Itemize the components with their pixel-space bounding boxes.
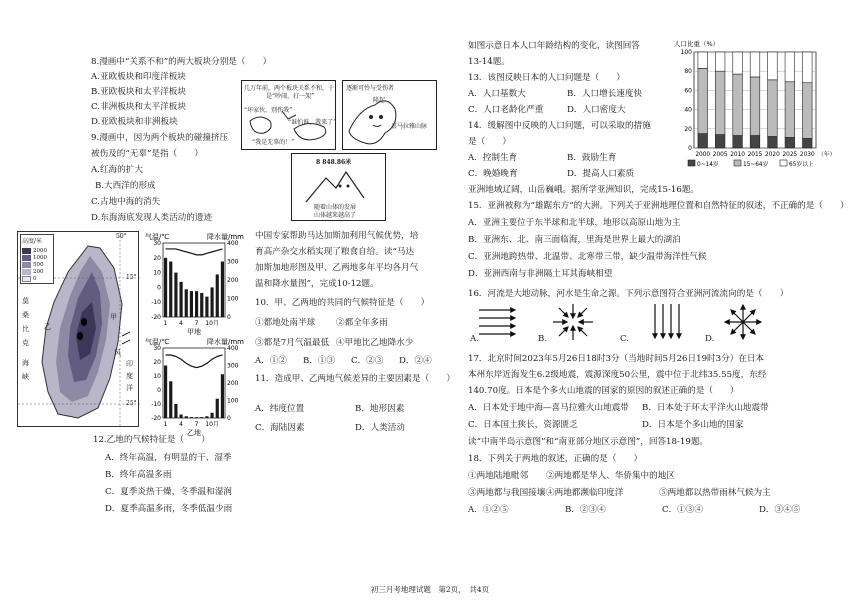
q14-option-b: B．鼓励生育 (567, 153, 617, 163)
q17-stem-line1: 17．北京时间2023年5月26日18时3分（当地时间5月26日19时3分）在日本 (468, 354, 765, 364)
precip-bar (164, 366, 167, 419)
pop-bar-segment (750, 136, 760, 148)
q10-choice-4: ④甲地比乙地降水少 (336, 338, 414, 348)
temp-tick-label: 20 (153, 359, 161, 366)
indian-ocean-label (126, 358, 133, 394)
precip-bar (164, 258, 167, 317)
diagram-a (479, 310, 515, 334)
elevation-legend (20, 234, 54, 284)
temp-tick-label: -20 (151, 314, 161, 321)
pop-bar-segment (785, 52, 795, 82)
q18-intro: 读“中南半岛示意图”和“南亚部分地区示意图”，回答18-19题。 (468, 437, 709, 447)
q10-option-a: A．①② (255, 356, 287, 366)
q9-option-d: D.东海海底发现人类活动的遗迹 (91, 213, 213, 223)
asia-intro: 亚洲地域辽阔，山岳巍峨。据所学亚洲知识，完成15-16题。 (468, 185, 700, 195)
precip-bar (185, 289, 188, 317)
pop-bar-segment (802, 138, 812, 148)
q17-option-b: B．日本处于环太平洋火山地震带 (642, 403, 769, 413)
pop-legend-swatch (734, 160, 741, 166)
mozambique-label (22, 294, 29, 350)
climate-intro-line2: 育高产杂交水稻实现了粮食自给。读“马达 (255, 247, 415, 257)
precip-bar (185, 416, 188, 418)
temp-tick-label: -20 (151, 415, 161, 422)
pop-bar-segment (698, 52, 708, 68)
q17-stem-line3: 140.70度。日本是个多火山地震的国家的原因的叙述正确的是（ ） (468, 386, 739, 396)
q18-option-b: B．②③④ (565, 505, 606, 515)
precip-bar (211, 413, 214, 418)
q13-option-a: A．人口基数大 (468, 89, 526, 99)
cartoon-3-line1: 随着山体的发展 (314, 204, 357, 211)
q13-option-c: C．人口老龄化严重 (468, 105, 544, 115)
cartoon-1-label1: “坏家伙，别伤我” (244, 107, 293, 114)
pop-y-tick-label: 0 (688, 145, 692, 152)
q18-option-d: D．③④⑤ (759, 505, 801, 515)
pop-year-label: 2000 (695, 152, 711, 158)
ocean-char-3: 洋 (126, 384, 133, 392)
month-tick-label: 7 (194, 320, 199, 327)
madagascar-map (17, 231, 139, 427)
longitude-label: 50° (116, 233, 127, 240)
pop-year-label: 2030 (799, 152, 815, 158)
pop-bar-segment (768, 80, 778, 137)
pop-intro-line1: 如图示意日本人口年龄结构的变化，读图回答 (468, 41, 640, 51)
q11-option-c: C．海陆因素 (255, 423, 305, 433)
legend-2000: 2000 (33, 247, 47, 254)
precip-tick-label: 200 (227, 380, 239, 387)
temp-axis-title: 气温/℃ (145, 233, 170, 241)
precip-bar (205, 297, 208, 317)
q17-option-d: D．日本是个多山地的国家 (642, 420, 744, 430)
q10-choice-3: ③都是7月气温最低 (255, 338, 330, 348)
cartoon-2-line3: 喜马拉雅山脉 (391, 123, 428, 130)
pop-x-axis-title: （年） (818, 152, 836, 158)
q12-option-a: A．终年高温，有明显的干、湿季 (105, 453, 232, 463)
pop-bar-segment (733, 74, 743, 135)
precip-bar (190, 291, 193, 317)
strait-label (22, 356, 29, 384)
legend-title: 高度/米 (22, 238, 43, 245)
q11-option-d: D．人类活动 (355, 423, 405, 433)
precip-bar (205, 416, 208, 418)
pop-year-label: 2015 (747, 152, 763, 158)
q15-option-b: B．亚洲东、北、南三面临海，里海是世界上最大的湖泊 (468, 235, 681, 245)
pop-bar-segment (733, 52, 743, 74)
temp-tick-label: 0 (157, 284, 161, 292)
pop-bar-segment (733, 136, 743, 148)
month-tick-label: 1 (163, 320, 168, 327)
temp-axis-title: 气温/℃ (145, 338, 170, 346)
pop-year-label: 2010 (730, 152, 745, 158)
chart-title: 甲地 (187, 328, 201, 336)
q14-option-d: D．提高人口素质 (567, 169, 635, 179)
month-tick-label: 1 (163, 421, 168, 428)
precip-tick-label: 100 (227, 397, 239, 405)
q8-stem: 8.漫画中“关系不和”的两大板块分别是（ ） (91, 57, 272, 67)
diagram-d (725, 305, 761, 339)
temp-tick-label: 30 (153, 345, 161, 352)
land-char-1: 莫 (22, 297, 29, 305)
q8-option-a: A.亚欧板块和印度洋板块 (91, 72, 186, 82)
month-tick-label: 10月 (205, 320, 219, 327)
q9-option-a: A.红海的扩大 (91, 165, 143, 175)
precip-bar (169, 381, 172, 418)
pop-bar-segment (802, 52, 812, 83)
precip-tick-label: 0 (227, 415, 231, 422)
q11-option-a: A．纬度位置 (255, 404, 305, 414)
q10-choice-2: ②都全年多雨 (336, 318, 388, 328)
q17-option-c: C．日本国土狭长，资源匮乏 (468, 420, 578, 430)
land-char-3: 比 (22, 325, 29, 333)
diagram-b (553, 304, 593, 340)
q18-choice-2: ②两地都是华人、华侨集中的地区 (546, 471, 675, 481)
q9-stem-line1: 9.漫画中，因为两个板块的碰撞挤压 (91, 133, 229, 143)
legend-1000: 1000 (33, 254, 47, 261)
q16-label-c: C. (620, 334, 630, 344)
precip-bar (221, 374, 224, 418)
q11-option-b: B．地形因素 (355, 404, 405, 414)
q18-option-a: A．①②⑤ (468, 505, 509, 515)
q9-stem-line2: 被伤及的“无辜”是指（ ） (91, 149, 203, 159)
q15-stem: 15．亚洲被称为“雄踞东方”的大洲。下列关于亚洲地理位置和自然特征的叙述，不正确的是（ ） (468, 201, 849, 211)
legend-500: 500 (33, 261, 44, 268)
precip-bar (190, 417, 193, 418)
temp-tick-label: -10 (151, 299, 161, 307)
cartoon-2-line1: 逐渐可怜与受伤者 (346, 85, 395, 92)
precip-bar (200, 417, 203, 418)
q12-stem: 12.乙地的气候特征是（ ） (93, 435, 210, 445)
precip-bar (180, 282, 183, 317)
ocean-char-2: 度 (126, 372, 133, 380)
city-yi-label: 乙 (44, 323, 51, 331)
month-tick-label: 4 (179, 320, 183, 327)
cartoon-1-line1: 几万年前，两个板块关系不和，于 (244, 85, 335, 92)
q9-option-c: C.古地中海的消失 (91, 197, 161, 207)
pop-y-tick-label: 60 (684, 87, 692, 95)
cartoon-1-line2: 是“吵闹，打一架” (266, 93, 315, 100)
river-flow-diagrams (475, 302, 805, 348)
pop-y-tick-label: 40 (684, 106, 692, 114)
q14-option-a: A．控制生育 (468, 153, 518, 163)
pop-bar-segment (715, 71, 725, 134)
precip-tick-label: 200 (227, 277, 239, 284)
pop-legend-label: 0~14岁 (697, 162, 719, 168)
everest-height-label: 8 848.86米 (316, 159, 352, 166)
pop-bar-segment (698, 134, 708, 148)
precip-tick-label: 300 (227, 258, 239, 266)
precip-bar (174, 404, 177, 418)
climate-intro-line3: 加斯加地形图及甲、乙两地多年平均各月气 (255, 263, 419, 273)
q16-label-a: A. (470, 334, 479, 344)
precip-bar (221, 262, 224, 318)
precip-bar (169, 262, 172, 318)
precip-axis-title: 降水量/mm (207, 338, 244, 346)
diagram-c (655, 304, 679, 338)
land-char-2: 桑 (22, 311, 29, 319)
q13-option-d: D．人口密度大 (567, 105, 626, 115)
q18-choice-3: ③两地都与我国接壤 (468, 488, 546, 498)
pop-bar-segment (785, 137, 795, 148)
q18-option-c: C．①③④ (662, 505, 703, 515)
precip-bar (180, 415, 183, 419)
q14-stem-line2: 是（ ） (468, 137, 511, 147)
precip-tick-label: 100 (227, 295, 239, 303)
pop-legend-swatch (688, 160, 695, 166)
q15-option-c: C．亚洲地跨热带、北温带、北寒带三带，缺少温带海洋性气候 (468, 252, 707, 262)
climate-chart-yi (143, 336, 245, 438)
q10-stem: 10．甲、乙两地的共同的气候特征是（ ） (255, 298, 430, 308)
climate-chart-jia (143, 229, 245, 341)
cartoon-1-label3: “我是无辜的！” (252, 139, 295, 146)
temp-tick-label: 20 (153, 254, 161, 262)
pop-y-tick-label: 100 (680, 49, 692, 56)
wind-label: 风 (114, 349, 121, 357)
pop-bar-segment (785, 82, 795, 138)
precip-bar (216, 399, 219, 418)
pop-bar-segment (750, 52, 760, 77)
q12-option-d: D．夏季高温多雨，冬季低温少雨 (105, 504, 233, 514)
pop-y-tick-label: 80 (684, 68, 692, 76)
temp-tick-label: 30 (153, 240, 161, 247)
q13-option-b: B．人口增长速度快 (567, 89, 643, 99)
latitude-15-label: 15° (126, 274, 137, 281)
legend-200: 200 (33, 268, 44, 275)
precip-bar (195, 291, 198, 317)
climate-intro-line4: 温和降水量图”，完成10-12题。 (255, 279, 379, 289)
pop-bar-segment (750, 77, 760, 136)
temperature-line (166, 249, 223, 255)
precip-bar (195, 417, 198, 418)
pop-legend-label: 65岁以上 (789, 162, 814, 168)
month-tick-label: 4 (179, 421, 183, 428)
q16-stem: 16．河流是大地动脉，河水是生命之源。下列示意图符合亚洲河流流向的是（ ） (468, 289, 789, 299)
q18-choice-5: ⑤两地都以热带雨林气候为主 (659, 488, 771, 498)
q8-option-c: C.非洲板块和太平洋板块 (91, 102, 186, 112)
pop-bar-segment (715, 135, 725, 148)
month-tick-label: 10月 (205, 421, 219, 428)
pop-legend-swatch (780, 160, 787, 166)
pop-year-label: 2025 (782, 152, 798, 158)
page-footer: 初三月考地理试题 第2页， 共4页 (370, 585, 490, 594)
legend-0: 0 (33, 275, 37, 282)
strait-char-2: 峡 (22, 373, 29, 381)
temperature-line (166, 355, 223, 368)
q10-option-d: D．②④ (399, 356, 432, 366)
population-chart (674, 38, 852, 180)
q8-option-d: D.亚欧板块和非洲板块 (91, 117, 178, 127)
q12-option-b: B．终年高温多雨 (105, 470, 172, 480)
latitude-25-label: 25° (126, 400, 137, 407)
pop-bar-segment (768, 52, 778, 80)
cartoon-panel-3 (291, 153, 386, 221)
precip-axis-title: 降水量/mm (207, 233, 244, 241)
cartoon-2-line2: 隆起 (373, 97, 386, 104)
cartoon-1-label2: “谁怕谁，我来了” (288, 119, 337, 126)
precip-bar (211, 287, 214, 317)
q10-choice-1: ①都地处南半球 (255, 318, 316, 328)
q11-stem: 11．造成甲、乙两地气候差异的主要因素是（ ） (255, 374, 455, 384)
q12-option-c: C．夏季炎热干燥，冬季温和湿润 (105, 487, 232, 497)
pop-year-label: 2005 (712, 152, 728, 158)
q17-option-a: A．日本处于地中海—喜马拉雅火山地震带 (468, 403, 629, 413)
q15-option-a: A．亚洲主要位于东半球和北半球，地形以高原山地为主 (468, 218, 681, 228)
land-char-4: 克 (22, 339, 29, 347)
cartoon-panel-2 (342, 80, 437, 150)
pop-year-label: 2020 (765, 152, 780, 158)
precip-bar (174, 273, 177, 317)
q16-label-d: D. (705, 334, 715, 344)
month-tick-label: 7 (194, 421, 199, 428)
temp-tick-label: 10 (153, 269, 161, 277)
strait-char-1: 海 (22, 359, 29, 367)
city-jia-label: 甲 (110, 313, 117, 321)
pop-bar-segment (768, 136, 778, 148)
temp-tick-label: 10 (153, 373, 161, 380)
precip-bar (216, 274, 219, 317)
pop-bar-segment (715, 52, 725, 71)
ocean-char-1: 印 (126, 360, 133, 368)
pop-bar-segment (802, 83, 812, 139)
climate-intro-line1: 中国专家帮助马达加斯加利用气候优势，培 (255, 231, 419, 241)
q15-option-d: D．亚洲西南与非洲隔土耳其海峡相望 (468, 269, 613, 279)
plates-drawing (242, 81, 337, 151)
q14-stem-line1: 14．缓解图中反映的人口问题，可以采取的措施 (468, 121, 651, 131)
cartoon-panel-1 (241, 80, 336, 150)
q8-option-b: B.亚欧板块和太平洋板块 (91, 87, 186, 97)
precip-tick-label: 400 (227, 345, 239, 352)
temp-tick-label: 0 (157, 387, 161, 394)
precip-bar (200, 293, 203, 317)
q10-option-b: B．①③ (303, 356, 336, 366)
pop-intro-line2: 13-14题。 (468, 57, 510, 67)
q18-choice-1: ①两地陆地毗邻 (468, 471, 529, 481)
pop-bar-segment (698, 68, 708, 133)
precip-tick-label: 400 (227, 240, 239, 247)
q10-option-c: C．②③ (351, 356, 384, 366)
precip-tick-label: 300 (227, 362, 239, 370)
chart-title: 乙地 (187, 429, 201, 437)
q17-stem-line2: 本州东岸近海发生6.2级地震，震源深度50公里，震中位于北纬35.55度，东经 (468, 370, 767, 380)
q9-option-b: B.大西洋的形成 (95, 181, 156, 191)
q18-choice-4: ④两地都濒临印度洋 (546, 488, 624, 498)
cartoon-3-line2: 山体越来越高了 (314, 212, 357, 219)
q13-stem: 13．该图反映日本的人口问题是（ ） (468, 73, 626, 83)
temp-tick-label: -10 (151, 401, 161, 408)
pop-y-axis-title: 人口比重（%） (674, 40, 720, 48)
pop-y-tick-label: 20 (684, 125, 692, 133)
q16-label-b: B. (538, 334, 548, 344)
q14-option-c: C．晚婚晚育 (468, 169, 518, 179)
precip-tick-label: 0 (227, 314, 231, 321)
uplift-drawing (343, 81, 438, 151)
q18-stem: 18．下列关于两地的叙述，正确的是（ ） (468, 454, 643, 464)
pop-legend-label: 15~64岁 (743, 162, 769, 168)
